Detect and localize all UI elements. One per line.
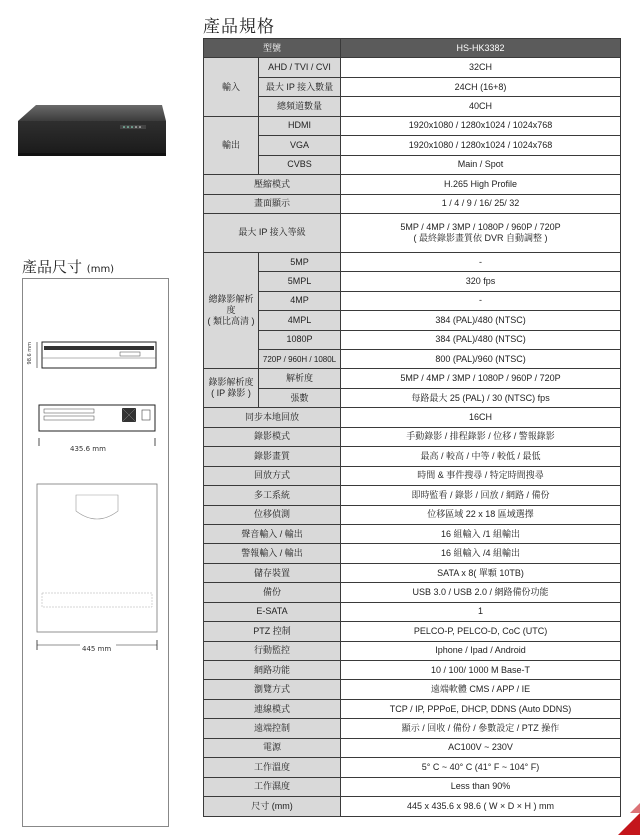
- row-label: 網路功能: [204, 661, 341, 680]
- output-group-label: 輸出: [204, 116, 259, 174]
- table-row: [204, 738, 621, 757]
- row-label: 720P / 960H / 1080L: [259, 350, 341, 369]
- table-row: [204, 486, 621, 505]
- row-value: 445 x 435.6 x 98.6 ( W × D × H ) mm: [341, 797, 621, 816]
- row-value: 5MP / 4MP / 3MP / 1080P / 960P / 720P: [341, 369, 621, 388]
- row-label: 4MPL: [259, 311, 341, 330]
- row-label: 同步本地回放: [204, 408, 341, 427]
- row-label: 儲存裝置: [204, 563, 341, 582]
- row-value: 16 組輸入 /1 組輸出: [341, 524, 621, 543]
- row-value: 遠端軟體 CMS / APP / IE: [341, 680, 621, 699]
- row-value: Less than 90%: [341, 777, 621, 796]
- table-row: [204, 311, 621, 330]
- table-row: [204, 39, 621, 58]
- table-row: [204, 602, 621, 621]
- table-row: [204, 719, 621, 738]
- row-value: 16CH: [341, 408, 621, 427]
- table-row: [204, 291, 621, 310]
- row-label: 工作濕度: [204, 777, 341, 796]
- table-row: [204, 408, 621, 427]
- row-value: 384 (PAL)/480 (NTSC): [341, 311, 621, 330]
- row-value: 1920x1080 / 1280x1024 / 1024x768: [341, 116, 621, 135]
- row-value: Iphone / Ipad / Android: [341, 641, 621, 660]
- table-row: [204, 136, 621, 155]
- table-row: [204, 447, 621, 466]
- row-label: HDMI: [259, 116, 341, 135]
- row-label: 尺寸 (mm): [204, 797, 341, 816]
- row-label: 警報輸入 / 輸出: [204, 544, 341, 563]
- table-row: [204, 622, 621, 641]
- table-row: [204, 661, 621, 680]
- row-value: 40CH: [341, 97, 621, 116]
- row-label: PTZ 控制: [204, 622, 341, 641]
- table-row: [204, 194, 621, 213]
- table-row: [204, 369, 621, 388]
- row-label: 電源: [204, 738, 341, 757]
- row-value: SATA x 8( 單顆 10TB): [341, 563, 621, 582]
- row-label: E-SATA: [204, 602, 341, 621]
- table-row: [204, 641, 621, 660]
- table-row: [204, 116, 621, 135]
- row-value: 24CH (16+8): [341, 77, 621, 96]
- top-view-drawing: [36, 483, 158, 633]
- table-row: [204, 544, 621, 563]
- row-value: 384 (PAL)/480 (NTSC): [341, 330, 621, 349]
- row-label: 工作溫度: [204, 758, 341, 777]
- row-label: 4MP: [259, 291, 341, 310]
- row-value: TCP / IP, PPPoE, DHCP, DDNS (Auto DDNS): [341, 699, 621, 718]
- row-label: 瀏覽方式: [204, 680, 341, 699]
- front-view-drawing: [34, 338, 158, 370]
- table-row: [204, 272, 621, 291]
- table-row: [204, 466, 621, 485]
- table-row: [204, 583, 621, 602]
- row-value: 5MP / 4MP / 3MP / 1080P / 960P / 720P ( 最終錄影畫質依 DVR 自動調整 ): [341, 213, 621, 252]
- dims-title: 產品尺寸 (mm): [22, 258, 115, 276]
- table-row: [204, 155, 621, 174]
- table-row: [204, 797, 621, 816]
- row-value: 手動錄影 / 排程錄影 / 位移 / 警報錄影: [341, 427, 621, 446]
- row-label: 多工系統: [204, 486, 341, 505]
- spec-table: [203, 38, 621, 817]
- row-value: 即時監看 / 錄影 / 回放 / 網路 / 備份: [341, 486, 621, 505]
- row-value: USB 3.0 / USB 2.0 / 網路備份功能: [341, 583, 621, 602]
- row-label: 遠端控制: [204, 719, 341, 738]
- row-value: -: [341, 252, 621, 271]
- dvr-product-image: [16, 103, 166, 159]
- row-label: 解析度: [259, 369, 341, 388]
- row-value: 320 fps: [341, 272, 621, 291]
- row-value: 5° C ~ 40° C (41° F ~ 104° F): [341, 758, 621, 777]
- table-row: [204, 758, 621, 777]
- table-row: [204, 350, 621, 369]
- table-row: [204, 524, 621, 543]
- input-group-label: 輸入: [204, 58, 259, 116]
- table-row: [204, 58, 621, 77]
- corner-accent: [618, 813, 640, 835]
- table-row: [204, 388, 621, 407]
- row-value: 32CH: [341, 58, 621, 77]
- table-row: [204, 563, 621, 582]
- row-label: 連線模式: [204, 699, 341, 718]
- row-value: PELCO-P, PELCO-D, CoC (UTC): [341, 622, 621, 641]
- row-value: 顯示 / 回收 / 備份 / 參數設定 / PTZ 操作: [341, 719, 621, 738]
- row-label: 回放方式: [204, 466, 341, 485]
- table-row: [204, 330, 621, 349]
- table-row: [204, 175, 621, 194]
- row-label: 5MPL: [259, 272, 341, 291]
- row-value: 1920x1080 / 1280x1024 / 1024x768: [341, 136, 621, 155]
- model-value: HS-HK3382: [341, 39, 621, 58]
- row-label: 總頻道數量: [259, 97, 341, 116]
- row-value: -: [341, 291, 621, 310]
- row-value: 16 組輸入 /4 組輸出: [341, 544, 621, 563]
- row-value: 800 (PAL)/960 (NTSC): [341, 350, 621, 369]
- row-label: VGA: [259, 136, 341, 155]
- row-label: 位移偵測: [204, 505, 341, 524]
- table-row: [204, 777, 621, 796]
- table-row: [204, 213, 621, 252]
- table-row: [204, 505, 621, 524]
- row-value: 位移區域 22 x 18 區域選擇: [341, 505, 621, 524]
- back-view-drawing: [38, 404, 156, 432]
- row-label: 最大 IP 接入等級: [204, 213, 341, 252]
- row-value: 時間 & 事件搜尋 / 特定時間搜尋: [341, 466, 621, 485]
- row-label: 錄影模式: [204, 427, 341, 446]
- table-row: [204, 699, 621, 718]
- row-value: 10 / 100/ 1000 M Base-T: [341, 661, 621, 680]
- row-value: 1: [341, 602, 621, 621]
- row-label: 畫面顯示: [204, 194, 341, 213]
- table-row: [204, 680, 621, 699]
- corner-accent-small: [630, 803, 640, 813]
- row-label: 1080P: [259, 330, 341, 349]
- row-label: 聲音輸入 / 輸出: [204, 524, 341, 543]
- row-value: 最高 / 較高 / 中等 / 較低 / 最低: [341, 447, 621, 466]
- height-dimension: 98.6 mm: [27, 342, 33, 365]
- row-label: 最大 IP 接入數量: [259, 77, 341, 96]
- row-value: 每路最大 25 (PAL) / 30 (NTSC) fps: [341, 388, 621, 407]
- row-label: 張數: [259, 388, 341, 407]
- row-label: 備份: [204, 583, 341, 602]
- ip-rec-group-label: 錄影解析度 ( IP 錄影 ): [204, 369, 259, 408]
- width-dimension: 445 mm: [82, 645, 112, 653]
- table-row: [204, 252, 621, 271]
- row-value: AC100V ~ 230V: [341, 738, 621, 757]
- row-label: 行動監控: [204, 641, 341, 660]
- row-label: 5MP: [259, 252, 341, 271]
- table-row: [204, 77, 621, 96]
- row-value: Main / Spot: [341, 155, 621, 174]
- row-label: 壓縮模式: [204, 175, 341, 194]
- row-label: CVBS: [259, 155, 341, 174]
- row-value: H.265 High Profile: [341, 175, 621, 194]
- row-value: 1 / 4 / 9 / 16/ 25/ 32: [341, 194, 621, 213]
- row-label: AHD / TVI / CVI: [259, 58, 341, 77]
- table-row: [204, 97, 621, 116]
- table-row: [204, 427, 621, 446]
- row-label: 錄影畫質: [204, 447, 341, 466]
- model-label: 型號: [204, 39, 341, 58]
- spec-title: 產品規格: [203, 17, 275, 37]
- depth-dimension: 435.6 mm: [70, 445, 106, 453]
- rec-res-group-label: 總錄影解析度 ( 類比高清 ): [204, 252, 259, 369]
